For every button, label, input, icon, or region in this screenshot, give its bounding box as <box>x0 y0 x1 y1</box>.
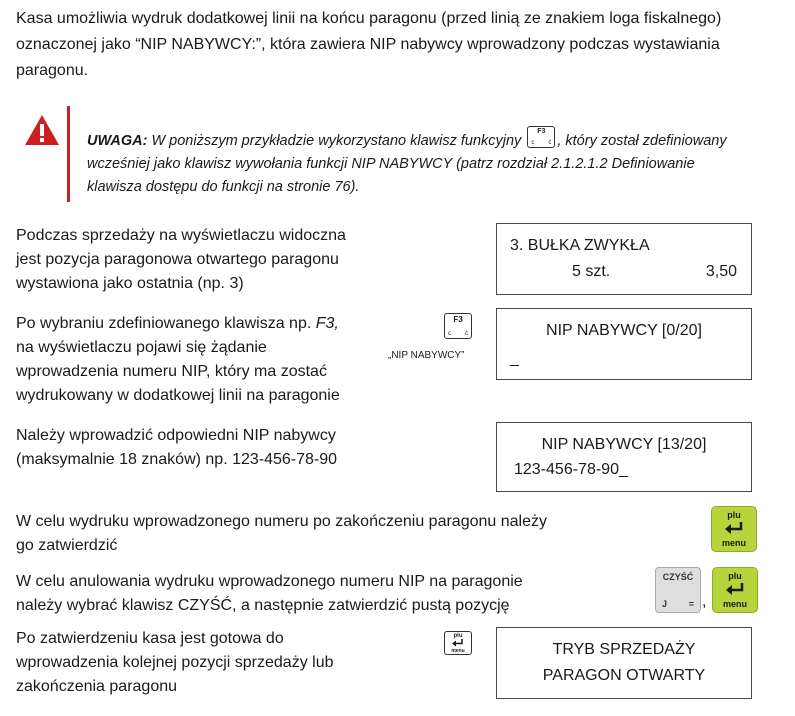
f3-key-icon <box>444 313 472 339</box>
key-bl-label: c <box>531 140 535 146</box>
warning-text-b: , który został zdefiniowany <box>557 133 727 149</box>
menu-label: menu <box>451 648 465 654</box>
step-key-ref: F3, <box>315 315 339 332</box>
warning-bar <box>67 106 70 202</box>
lcd-line: NIP NABYWCY [0/20] <box>546 322 702 339</box>
plu-label: plu <box>728 571 742 581</box>
warning-line: klawisza dostępu do funkcji na stronie 76). <box>87 179 360 195</box>
czysc-bl-label: J <box>662 599 668 609</box>
step-line: (maksymalnie 18 znaków) np. 123-456-78-90 <box>16 451 338 468</box>
lcd-price: 3,50 <box>705 263 737 280</box>
enter-arrow-icon <box>724 521 744 535</box>
step-line: Po zatwierdzeniu kasa jest gotowa do <box>16 630 284 647</box>
step-line: jest pozycja paragonowa otwartego paragonu <box>16 251 339 268</box>
key-caption: „NIP NABYWCY” <box>388 350 465 361</box>
enter-arrow-icon <box>452 639 464 647</box>
lcd-display <box>496 422 752 492</box>
step-line: na wyświetlaczu pojawi się żądanie <box>16 339 267 356</box>
key-top-label: F3 <box>537 128 546 135</box>
step-line: W celu anulowania wydruku wprowadzonego numeru NIP na paragonie <box>16 573 523 590</box>
plu-menu-key-icon <box>712 567 758 613</box>
lcd-line: 3. BUŁKA ZWYKŁA <box>510 237 650 254</box>
warning-line <box>87 126 763 153</box>
step6-text <box>16 627 416 699</box>
f3-key-icon <box>527 126 555 148</box>
step3-text <box>16 424 416 472</box>
plu-label: plu <box>727 510 741 520</box>
key-top-label: F3 <box>453 315 463 324</box>
lcd-display <box>496 627 752 699</box>
key-bl-label: c <box>448 331 451 337</box>
step-line: wprowadzenia numeru NIP, który ma zostać <box>16 363 327 380</box>
step2-text <box>16 312 396 408</box>
plu-menu-key-icon <box>711 506 757 552</box>
czysc-label: CZYŚĆ <box>662 572 694 582</box>
menu-label: menu <box>722 599 747 609</box>
step1-text <box>16 224 396 296</box>
intro-paragraph <box>16 6 772 84</box>
warning-text <box>87 126 763 199</box>
step-line: wystawiona jako ostatnia (np. 3) <box>16 275 244 292</box>
czysc-key-icon <box>655 567 701 613</box>
key-br-label: ć <box>548 140 552 146</box>
lcd-line: TRYB SPRZEDAŻY <box>552 641 696 658</box>
lcd-display <box>496 308 752 380</box>
warning-triangle-icon <box>24 114 60 146</box>
intro-line: Kasa umożliwia wydruk dodatkowej linii na końcu paragonu (przed linią ze znakiem loga fiskalnego) <box>16 10 722 27</box>
step-line: Należy wprowadzić odpowiedni NIP nabywcy <box>16 427 336 444</box>
step-line: Podczas sprzedaży na wyświetlaczu widoczna <box>16 227 346 244</box>
step-line-a: Po wybraniu zdefiniowanego klawisza np. <box>16 315 316 332</box>
warning-line: wcześniej jako klawisz wywołania funkcji NIP NABYWCY (patrz rozdział 2.1.2.1.2 Definiowanie <box>87 156 695 172</box>
intro-line: paragonu. <box>16 62 89 79</box>
step-line: wprowadzenia kolejnej pozycji sprzedaży lub <box>16 654 334 671</box>
plu-menu-key-icon <box>444 631 472 655</box>
lcd-line: 123-456-78-90_ <box>514 461 628 478</box>
key-br-label: ć <box>465 331 468 337</box>
step-line: zakończenia paragonu <box>16 678 178 695</box>
lcd-qty: 5 szt. <box>572 263 611 280</box>
lcd-line: PARAGON OTWARTY <box>542 667 706 684</box>
plu-label: plu <box>453 633 463 639</box>
key-separator: , <box>702 593 707 610</box>
intro-line: oznaczonej jako “NIP NABYWCY:”, która zawiera NIP nabywcy wprowadzony podczas wystawiania <box>16 36 720 53</box>
step4-text <box>16 510 616 558</box>
menu-label: menu <box>721 538 746 548</box>
lcd-line: NIP NABYWCY [13/20] <box>541 436 707 453</box>
step-line <box>16 312 396 336</box>
step-line: go zatwierdzić <box>16 537 118 554</box>
warning-label: UWAGA: <box>87 133 148 149</box>
lcd-display <box>496 223 752 295</box>
step-line: W celu wydruku wprowadzonego numeru po zakończeniu paragonu należy <box>16 513 547 530</box>
step5-text <box>16 570 616 618</box>
lcd-cursor: _ <box>510 350 519 367</box>
warning-text-a: W poniższym przykładzie wykorzystano klawisz funkcyjny <box>147 133 526 149</box>
step-line: wydrukowany w dodatkowej linii na paragonie <box>16 387 340 404</box>
czysc-br-label: = <box>688 599 694 609</box>
step-line: należy wybrać klawisz CZYŚĆ, a następnie zatwierdzić pustą pozycję <box>16 597 510 614</box>
enter-arrow-icon <box>725 582 745 596</box>
